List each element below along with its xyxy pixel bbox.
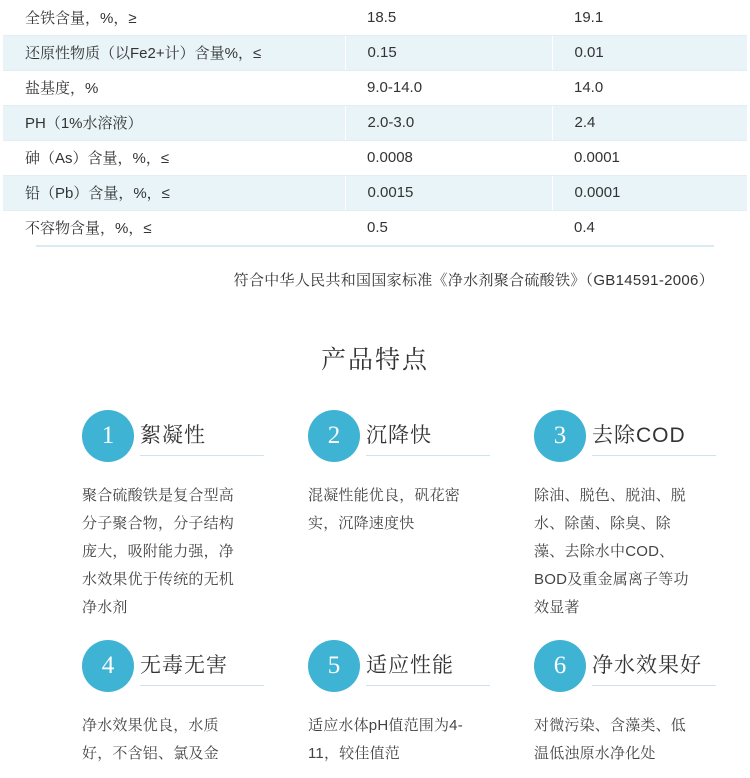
spec-name: PH（1%水溶液） (3, 105, 345, 140)
feature-number-badge: 5 (308, 640, 360, 692)
spec-value: 19.1 (552, 0, 747, 35)
spec-table-body (3, 0, 747, 245)
feature-header (48, 640, 262, 700)
feature-item (488, 640, 714, 768)
table-row (3, 210, 747, 245)
standard-compliance-note: 符合中华人民共和国国家标准《净水剂聚合硫酸铁》（GB14591-2006） (233, 272, 714, 289)
spec-name: 盐基度，% (3, 70, 345, 105)
feature-item (262, 410, 488, 622)
spec-value: 0.0001 (552, 175, 747, 210)
spec-standard: 2.0-3.0 (345, 105, 552, 140)
table-row (3, 70, 747, 105)
table-row (3, 140, 747, 175)
spec-standard: 0.0008 (345, 140, 552, 175)
table-row (3, 105, 747, 140)
feature-text: 聚合硫酸铁是复合型高分子聚合物，分子结构庞大，吸附能力强，净水效果优于传统的无机净水剂 (82, 487, 235, 616)
feature-title: 净水效果好 (592, 649, 716, 686)
spec-name: 不容物含量，%，≤ (25, 220, 152, 238)
feature-text: 混凝性能优良，矾花密实，沉降速度快 (308, 487, 461, 532)
feature-item (262, 640, 488, 768)
feature-number-badge: 3 (534, 410, 586, 462)
feature-header (274, 410, 488, 470)
spec-value: 2.4 (552, 105, 747, 140)
table-row (3, 35, 747, 70)
feature-text: 对微污染、含藻类、低温低浊原水净化处 (534, 717, 687, 762)
spec-name: 砷（As）含量，%，≤ (3, 140, 345, 175)
feature-header (48, 410, 262, 470)
feature-title: 沉降快 (366, 419, 490, 456)
spec-value: 0.0001 (552, 140, 747, 175)
feature-item (36, 640, 262, 768)
spec-standard: 0.0015 (345, 175, 552, 210)
spec-standard: 0.5 (367, 219, 388, 237)
feature-text: 适应水体pH值范围为4-11，较佳值范 (308, 717, 463, 762)
spec-value: 14.0 (552, 70, 747, 105)
feature-number-badge: 1 (82, 410, 134, 462)
feature-number-badge: 4 (82, 640, 134, 692)
spec-standard: 9.0-14.0 (345, 70, 552, 105)
feature-text: 除油、脱色、脱油、脱水、除菌、除臭、除藻、去除水中COD、BOD及重金属离子等功效显著 (534, 487, 689, 616)
spec-name: 铅（Pb）含量，%，≤ (3, 175, 345, 210)
feature-header (500, 640, 714, 700)
feature-header (274, 640, 488, 700)
table-row (3, 0, 747, 35)
spec-standard: 0.15 (345, 35, 552, 70)
feature-title: 絮凝性 (140, 419, 264, 456)
spec-name: 全铁含量，%，≥ (3, 0, 345, 35)
feature-grid (36, 410, 714, 768)
feature-number-badge: 6 (534, 640, 586, 692)
feature-header (500, 410, 714, 470)
feature-text: 净水效果优良，水质好，不含铝、氯及金 (82, 717, 219, 762)
table-bottom-divider (36, 245, 714, 247)
feature-number-badge: 2 (308, 410, 360, 462)
feature-title: 适应性能 (366, 649, 490, 686)
feature-title: 去除COD (592, 419, 716, 456)
spec-standard: 18.5 (345, 0, 552, 35)
feature-item (488, 410, 714, 622)
spec-table (3, 0, 747, 245)
feature-title: 无毒无害 (140, 649, 264, 686)
spec-value: 0.01 (552, 35, 747, 70)
spec-value: 0.4 (574, 219, 595, 237)
page-title: 产品特点 (320, 346, 429, 374)
spec-name: 还原性物质（以Fe2+计）含量%，≤ (3, 35, 345, 70)
table-row (3, 175, 747, 210)
feature-item (36, 410, 262, 622)
